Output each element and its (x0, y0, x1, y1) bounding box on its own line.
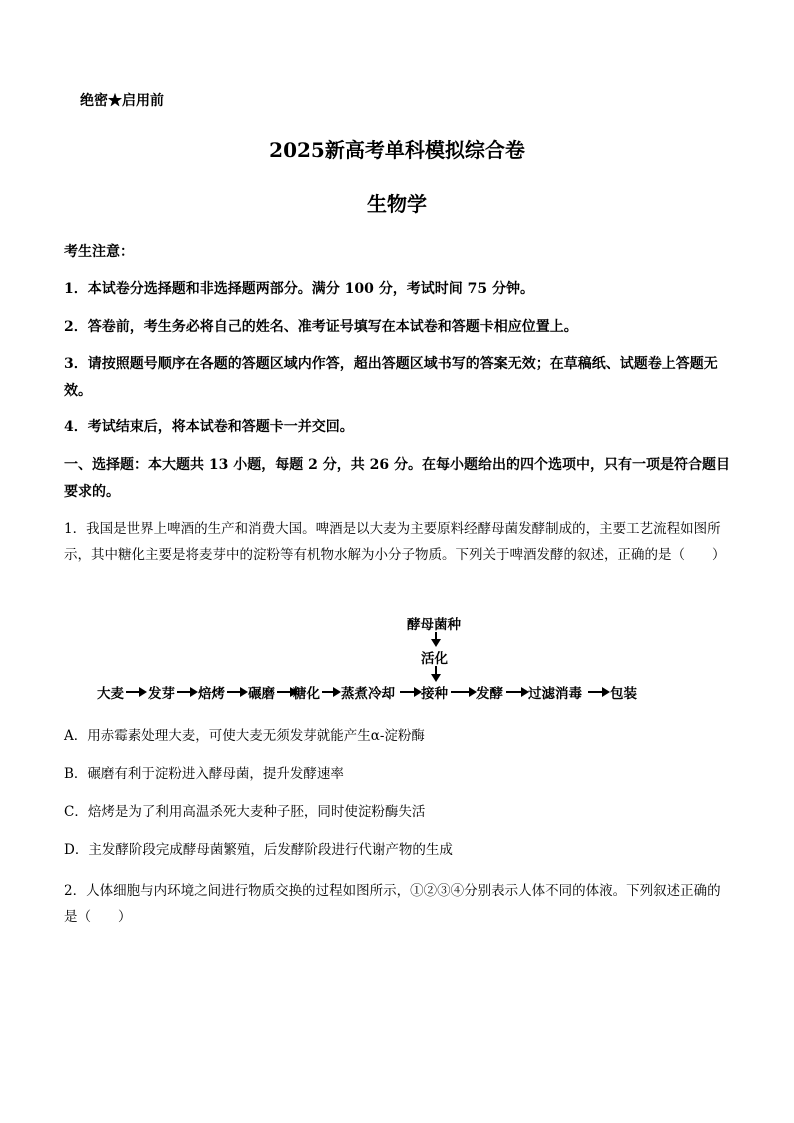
flow-step: 糖化 (293, 686, 320, 702)
flow-step: 过滤消毒 (528, 686, 582, 702)
arrow-right (126, 691, 145, 693)
option-a: A．用赤霉素处理大麦，可使大麦无须发芽就能产生α-淀粉酶 (64, 728, 425, 744)
flow-step: 发芽 (148, 686, 175, 702)
arrow-right (177, 691, 196, 693)
subject-title: 生物学 (367, 192, 427, 216)
question-1-stem: 1．我国是世界上啤酒的生产和消费大国。啤酒是以大麦为主要原料经酵母菌发酵制成的，主要工艺流程如图所示，其中糖化主要是将麦芽中的淀粉等有机物水解为小分子物质。下列关于啤酒发酵的叙述，正确的是（ ） (64, 521, 726, 563)
note-item: 3．请按照题号顺序在各题的答题区域内作答，超出答题区域书写的答案无效；在草稿纸、试题卷上答题无效。 (64, 356, 718, 399)
note-item: 4．考试结束后，将本试卷和答题卡一并交回。 (64, 419, 354, 435)
secret-mark: 绝密★启用前 (80, 93, 164, 109)
notes-title: 考生注意： (64, 244, 134, 260)
flow-top-activation: 活化 (421, 651, 448, 667)
arrow-right (506, 691, 527, 693)
section-heading: 一、选择题：本大题共 13 小题，每题 2 分，共 26 分。在每小题给出的四个选项中，只有一项是符合题目要求的。 (64, 457, 730, 500)
arrow-right (400, 691, 420, 693)
question-2-stem: 2．人体细胞与内环境之间进行物质交换的过程如图所示，①②③④分别表示人体不同的体液。下列叙述正确的是（ ） (64, 883, 721, 925)
arrow-down (435, 632, 437, 645)
option-d: D．主发酵阶段完成酵母菌繁殖，后发酵阶段进行代谢产物的生成 (64, 842, 453, 858)
flow-step: 包装 (610, 686, 637, 702)
option-c: C．焙烤是为了利用高温杀死大麦种子胚，同时使淀粉酶失活 (64, 804, 426, 820)
arrow-right (322, 691, 339, 693)
flow-step: 蒸煮冷却 (341, 686, 395, 702)
flow-step: 碾磨 (248, 686, 275, 702)
flow-step: 接种 (421, 686, 448, 702)
arrow-down (435, 666, 437, 680)
flow-step: 发酵 (476, 686, 503, 702)
exam-title: 2025新高考单科模拟综合卷 (269, 138, 525, 162)
note-item: 2．答卷前，考生务必将自己的姓名、准考证号填写在本试卷和答题卡相应位置上。 (64, 319, 578, 335)
note-item: 1．本试卷分选择题和非选择题两部分。满分 100 分，考试时间 75 分钟。 (64, 281, 534, 297)
arrow-right (588, 691, 608, 693)
arrow-right (451, 691, 475, 693)
flow-step: 焙烤 (198, 686, 225, 702)
arrow-right (227, 691, 246, 693)
option-b: B．碾磨有利于淀粉进入酵母菌，提升发酵速率 (64, 766, 344, 782)
flow-step: 大麦 (97, 686, 124, 702)
flow-top-yeast: 酵母菌种 (407, 617, 461, 633)
